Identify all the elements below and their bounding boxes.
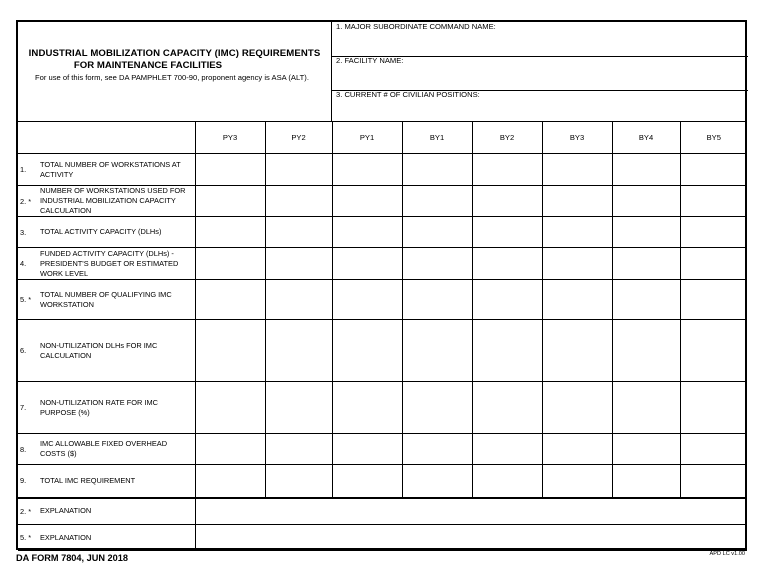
civilian-positions-label: 3. CURRENT # OF CIVILIAN POSITIONS: <box>336 90 480 99</box>
value-cell[interactable] <box>332 465 402 498</box>
value-cell[interactable] <box>402 382 472 434</box>
value-cell[interactable] <box>472 434 542 465</box>
civilian-positions-field[interactable] <box>332 90 748 122</box>
value-cell[interactable] <box>542 248 612 280</box>
value-cell[interactable] <box>195 217 265 248</box>
value-cell[interactable] <box>195 382 265 434</box>
row-label: IMC ALLOWABLE FIXED OVERHEAD COSTS ($) <box>38 434 195 465</box>
explanation-field[interactable] <box>195 498 747 525</box>
explanation-label: EXPLANATION <box>38 525 195 551</box>
value-cell[interactable] <box>402 465 472 498</box>
value-cell[interactable] <box>332 248 402 280</box>
value-cell[interactable] <box>195 280 265 320</box>
header-blank-cell <box>18 122 195 154</box>
explanation-row <box>18 498 747 525</box>
table-row <box>18 154 747 186</box>
value-cell[interactable] <box>265 320 332 382</box>
table-row <box>18 248 747 280</box>
value-cell[interactable] <box>542 186 612 217</box>
value-cell[interactable] <box>472 280 542 320</box>
value-cell[interactable] <box>265 465 332 498</box>
requirements-table <box>18 121 747 551</box>
table-row <box>18 320 747 382</box>
form-title-line1: INDUSTRIAL MOBILIZATION CAPACITY (IMC) REQUIREMENTS <box>28 48 321 59</box>
explanation-label: EXPLANATION <box>38 498 195 525</box>
value-cell[interactable] <box>195 434 265 465</box>
value-cell[interactable] <box>195 154 265 186</box>
row-number: 7. <box>18 382 38 434</box>
value-cell[interactable] <box>265 280 332 320</box>
form-subtitle: For use of this form, see DA PAMPHLET 700-90, proponent agency is ASA (ALT). <box>35 73 309 82</box>
row-number: 5. * <box>18 280 38 320</box>
value-cell[interactable] <box>265 186 332 217</box>
value-cell[interactable] <box>402 154 472 186</box>
form-version: APD LC v1.00 <box>709 551 745 557</box>
value-cell[interactable] <box>195 186 265 217</box>
value-cell[interactable] <box>402 186 472 217</box>
value-cell[interactable] <box>472 382 542 434</box>
value-cell[interactable] <box>472 217 542 248</box>
value-cell[interactable] <box>332 154 402 186</box>
value-cell[interactable] <box>542 154 612 186</box>
row-number: 1. <box>18 154 38 186</box>
col-header-py3: PY3 <box>195 122 265 154</box>
value-cell[interactable] <box>680 248 747 280</box>
table-row <box>18 217 747 248</box>
row-number: 9. <box>18 465 38 498</box>
value-cell[interactable] <box>402 434 472 465</box>
value-cell[interactable] <box>680 217 747 248</box>
col-header-py2: PY2 <box>265 122 332 154</box>
row-label: NON-UTILIZATION RATE FOR IMC PURPOSE (%) <box>38 382 195 434</box>
col-header-by4: BY4 <box>612 122 680 154</box>
value-cell[interactable] <box>402 217 472 248</box>
col-header-by5: BY5 <box>680 122 747 154</box>
value-cell[interactable] <box>472 248 542 280</box>
value-cell[interactable] <box>195 248 265 280</box>
column-header-row <box>18 122 747 154</box>
value-cell[interactable] <box>612 465 680 498</box>
value-cell[interactable] <box>612 280 680 320</box>
form-title-block <box>18 22 331 122</box>
value-cell[interactable] <box>472 186 542 217</box>
command-name-field[interactable] <box>332 22 748 57</box>
value-cell[interactable] <box>542 465 612 498</box>
row-label: FUNDED ACTIVITY CAPACITY (DLHs) - PRESIDENT'S BUDGET OR ESTIMATED WORK LEVEL <box>38 248 195 280</box>
value-cell[interactable] <box>195 465 265 498</box>
value-cell[interactable] <box>680 154 747 186</box>
row-number: 2. * <box>18 186 38 217</box>
col-header-by3: BY3 <box>542 122 612 154</box>
value-cell[interactable] <box>402 280 472 320</box>
row-label: NUMBER OF WORKSTATIONS USED FOR INDUSTRIAL MOBILIZATION CAPACITY CALCULATION <box>38 186 195 217</box>
value-cell[interactable] <box>402 320 472 382</box>
value-cell[interactable] <box>472 320 542 382</box>
value-cell[interactable] <box>542 280 612 320</box>
value-cell[interactable] <box>332 434 402 465</box>
value-cell[interactable] <box>472 465 542 498</box>
explanation-row <box>18 525 747 551</box>
value-cell[interactable] <box>195 320 265 382</box>
value-cell[interactable] <box>265 154 332 186</box>
row-label: TOTAL IMC REQUIREMENT <box>38 465 195 498</box>
value-cell[interactable] <box>680 320 747 382</box>
value-cell[interactable] <box>680 186 747 217</box>
value-cell[interactable] <box>680 465 747 498</box>
value-cell[interactable] <box>542 320 612 382</box>
row-label: TOTAL NUMBER OF QUALIFYING IMC WORKSTATION <box>38 280 195 320</box>
row-number: 3. <box>18 217 38 248</box>
row-label: TOTAL NUMBER OF WORKSTATIONS AT ACTIVITY <box>38 154 195 186</box>
row-number: 8. <box>18 434 38 465</box>
table-row <box>18 382 747 434</box>
value-cell[interactable] <box>332 186 402 217</box>
value-cell[interactable] <box>332 320 402 382</box>
value-cell[interactable] <box>612 434 680 465</box>
value-cell[interactable] <box>265 248 332 280</box>
value-cell[interactable] <box>472 154 542 186</box>
col-header-py1: PY1 <box>332 122 402 154</box>
table-row <box>18 280 747 320</box>
imc-form <box>16 20 747 550</box>
header-fields <box>331 22 748 122</box>
value-cell[interactable] <box>680 382 747 434</box>
table-row <box>18 465 747 498</box>
form-id: DA FORM 7804, JUN 2018 <box>16 553 128 563</box>
row-label: NON-UTILIZATION DLHs FOR IMC CALCULATION <box>38 320 195 382</box>
facility-name-field[interactable] <box>332 56 748 91</box>
row-number: 4. <box>18 248 38 280</box>
value-cell[interactable] <box>332 280 402 320</box>
value-cell[interactable] <box>542 434 612 465</box>
explanation-field[interactable] <box>195 525 747 551</box>
value-cell[interactable] <box>680 280 747 320</box>
value-cell[interactable] <box>680 434 747 465</box>
value-cell[interactable] <box>612 382 680 434</box>
col-header-by1: BY1 <box>402 122 472 154</box>
value-cell[interactable] <box>265 434 332 465</box>
form-title-line2: FOR MAINTENANCE FACILITIES <box>73 60 223 71</box>
value-cell[interactable] <box>612 320 680 382</box>
explanation-number: 5. * <box>18 525 38 551</box>
facility-name-label: 2. FACILITY NAME: <box>336 56 404 65</box>
value-cell[interactable] <box>612 154 680 186</box>
value-cell[interactable] <box>612 186 680 217</box>
value-cell[interactable] <box>332 382 402 434</box>
value-cell[interactable] <box>265 382 332 434</box>
value-cell[interactable] <box>542 382 612 434</box>
value-cell[interactable] <box>612 217 680 248</box>
table-row <box>18 434 747 465</box>
value-cell[interactable] <box>402 248 472 280</box>
value-cell[interactable] <box>542 217 612 248</box>
value-cell[interactable] <box>332 217 402 248</box>
value-cell[interactable] <box>612 248 680 280</box>
row-number: 6. <box>18 320 38 382</box>
value-cell[interactable] <box>265 217 332 248</box>
table-row <box>18 186 747 217</box>
command-name-label: 1. MAJOR SUBORDINATE COMMAND NAME: <box>336 22 496 31</box>
row-label: TOTAL ACTIVITY CAPACITY (DLHs) <box>38 217 195 248</box>
col-header-by2: BY2 <box>472 122 542 154</box>
explanation-number: 2. * <box>18 498 38 525</box>
